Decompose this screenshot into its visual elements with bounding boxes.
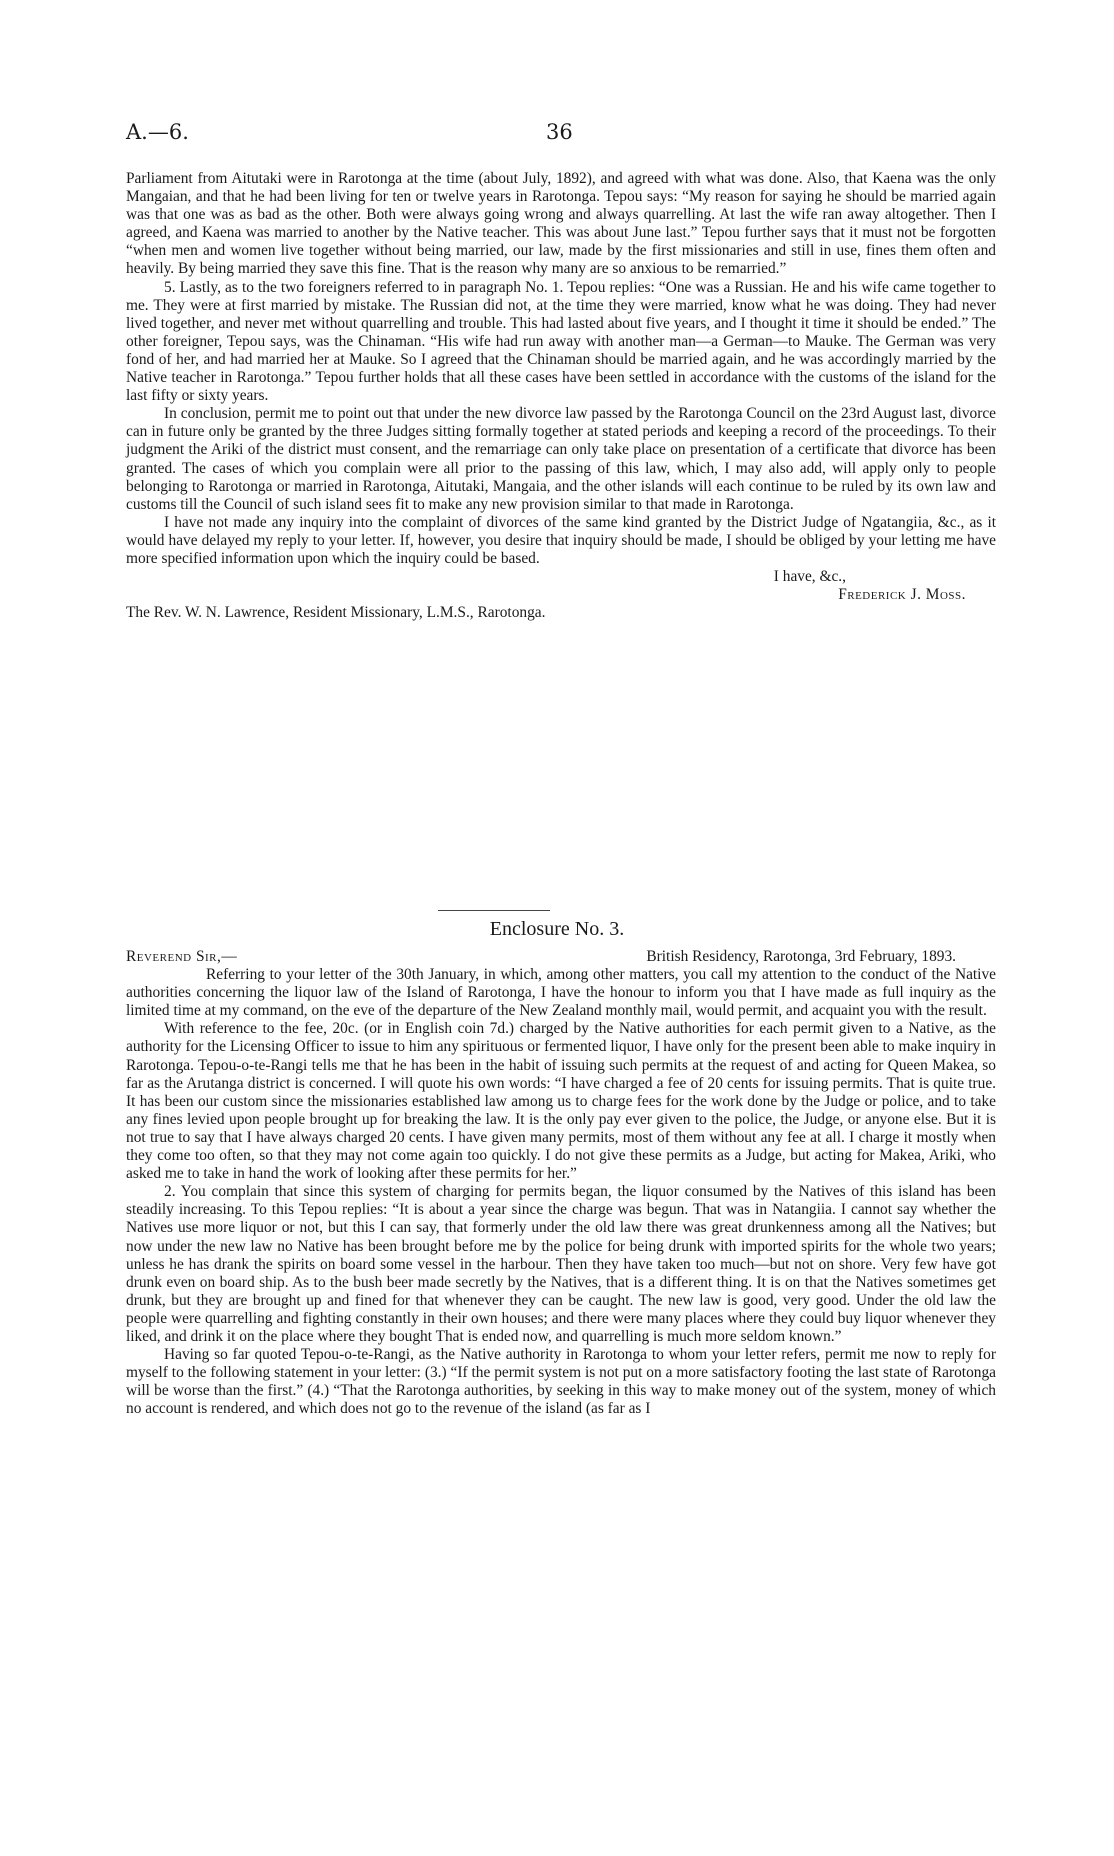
- signature: Frederick J. Moss.: [838, 586, 966, 604]
- paragraph: With reference to the fee, 20c. (or in English coin 7d.) charged by the Native authorities for each permit given to a Native, as the authority for the Licensing Officer to issue to him any spirituous or fermented liquor, I have only for the present been able to make inquiry in Rarotonga. Tepou-o-te-Rangi tells me that he has been in the habit of issuing such permits at the request of and acting for Queen Makea, so far as the Arutanga district is concerned. I will quote his own words: “I have charged a fee of 20 cents for issuing permits. That is quite true. It has been our custom since the missionaries established law among us to charge fees for the work done by the Judge or police, and to take any fines levied upon people brought up for breaking the law. It is the only pay ever given to the police, the Judge, or anyone else. But it is not true to say that I have always charged 20 cents. I have given many permits, most of them without any fee at all. I charge it mostly when they come too often, so that they may not come again too quickly. I do not give these permits as a Judge, but acting for Makea, Ariki, who asked me to take in hand the work of looking after these permits for her.”: [126, 1020, 996, 1183]
- place-date: British Residency, Rarotonga, 3rd February, 1893.: [646, 948, 956, 965]
- paragraph: Having so far quoted Tepou-o-te-Rangi, as the Native authority in Rarotonga to whom your letter refers, permit me now to reply for myself to the following statement in your letter: (3.) “If the permit system is not put on a more satisfactory footing the last state of Rarotonga will be worse than the first.” (4.) “That the Rarotonga authorities, by seeking in this way to make money out of the system, money of which no account is rendered, and which does not go to the revenue of the island (as far as I: [126, 1346, 996, 1418]
- paragraph: 2. You complain that since this system of charging for permits began, the liquor consumed by the Natives of this island has been steadily increasing. To this Tepou replies: “It is about a year since the charge was begun. That was in Natangiia. I cannot say whether the Natives use more liquor or not, but this I can say, that formerly under the old law there was great drunkenness among all the Natives; but now under the new law no Native has been brought before me by the police for being drunk with imported spirits for the whole two years; unless he has drank the spirits on board some vessel in the harbour. Then they have taken too much—but not on shore. Very few have got drunk even on board ship. As to the bush beer made secretly by the Natives, that is a different thing. It is on that the Natives sometimes get drunk, but they are brought up and fined for that whenever they can be caught. The new law is good, very good. Under the old law the people were quarrelling and fighting constantly in their own houses; and there were many places where they could buy liquor whenever they liked, and drink it on the place where they bought That is ended now, and quarrelling is much more seldom known.”: [126, 1183, 996, 1345]
- closing: I have, &c.,: [773, 568, 846, 586]
- page-header: [126, 120, 996, 150]
- paragraph: I have not made any inquiry into the complaint of divorces of the same kind granted by the District Judge of Ngatangiia, &c., as it would have delayed my reply to your letter. If, however, you desire that inquiry should be made, I should be obliged by your letting me have more specified information upon which the inquiry could be based.: [126, 513, 996, 567]
- letter-continuation: [126, 170, 996, 622]
- letter-heading: [126, 948, 996, 966]
- paragraph: Parliament from Aitutaki were in Rarotonga at the time (about July, 1892), and agreed with what was done. Also, that Kaena was the only Mangaian, and that he had been living for ten or twelve years in Rarotonga. Tepou says: “My reason for saying he should be married again was that one was as bad as the other. Both were always going wrong and always quarrelling. At last the wife ran away altogether. Then I agreed, and Kaena was married to another by the Native teacher. This was about June last.” Tepou further says that it must not be forgotten “when men and women live together without being married, our law, made by the first missionaries and still in use, fines them often and heavily. By being married they save this fine. That is the reason why many are so anxious to be remarried.”: [126, 170, 996, 278]
- enclosure-title: Enclosure No. 3.: [489, 918, 625, 940]
- paragraph: In conclusion, permit me to point out that under the new divorce law passed by the Rarotonga Council on the 23rd August last, divorce can in future only be granted by the three Judges sitting formally together at stated periods and keeping a record of the proceedings. To their judgment the Ariki of the district must consent, and the remarriage can only take place on presentation of a certificate that divorce has been granted. The cases of which you complain were all prior to the passing of this law, which, I may also add, will apply only to people belonging to Rarotonga or married in Rarotonga, Aitutaki, Mangaia, and the other islands will each continue to be ruled by its own law and customs till the Council of such island sees fit to make any new provision similar to that made in Rarotonga.: [126, 405, 996, 513]
- page-number: 36: [546, 120, 573, 144]
- document-reference: A.—6.: [126, 120, 189, 144]
- paragraph: Referring to your letter of the 30th January, in which, among other matters, you call my attention to the conduct of the Native authorities concerning the liquor law of the Island of Rarotonga, I have the honour to inform you that I have made as full inquiry as the limited time at my command, on the eve of the departure of the New Zealand monthly mail, would permit, and acquaint you with the result.: [126, 966, 996, 1020]
- paragraph: 5. Lastly, as to the two foreigners referred to in paragraph No. 1. Tepou replies: “One was a Russian. He and his wife came together to me. They were at first married by mistake. The Russian did not, at the time they were married, know what he was doing. They had never lived together, and never met without quarrelling and trouble. This had lasted about five years, and I thought it time it should be ended.” The other foreigner, Tepou says, was the Chinaman. “His wife had run away with another man—a German—to Mauke. The German was very fond of her, and had married her at Mauke. So I agreed that the Chinaman should be married again, and he was accordingly married by the Native teacher in Rarotonga.” Tepou further holds that all these cases have been settled in accordance with the customs of the island for the last fifty or sixty years.: [126, 278, 996, 405]
- addressee: The Rev. W. N. Lawrence, Resident Missionary, L.M.S., Rarotonga.: [126, 604, 546, 622]
- salutation: Reverend Sir,—: [126, 948, 238, 965]
- section-divider: [438, 910, 550, 911]
- enclosure-letter: [126, 948, 996, 1418]
